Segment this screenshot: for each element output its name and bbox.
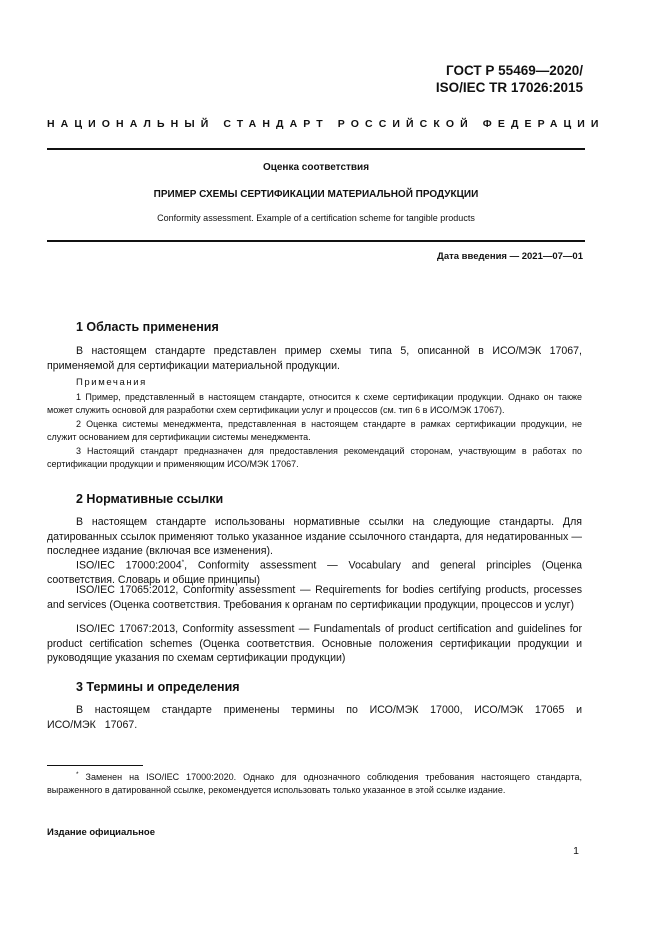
footnote: [47, 768, 582, 797]
section-1-text: В настоящем стандарте представлен пример схемы типа 5, описанной в ИСО/МЭК 17067, применяемой для сертификации материальной продукции.: [47, 345, 582, 372]
title-divider: [47, 240, 585, 242]
section-3-heading: 3 Термины и определения: [76, 680, 240, 694]
note-1: 1 Пример, представленный в настоящем стандарте, относится к схеме сертификации продукции. Однако он также может служить основой для разработки схем сертификации услуг и процессов (см. тип 6 в ИСО/МЭК 17067).: [47, 392, 582, 415]
standard-code-line-2: ISO/IEC TR 17026:2015: [435, 80, 583, 95]
introduction-date: Дата введения — 2021—07—01: [437, 251, 583, 262]
note-2: 2 Оценка системы менеджмента, представленная в настоящем стандарте в рамках сертификации продукции, не служит основанием для сертификации системы менеджмента.: [47, 419, 582, 442]
notes-label: Примечания: [76, 377, 147, 388]
subject-title: Оценка соответствия: [262, 162, 370, 173]
national-standard-title: НАЦИОНАЛЬНЫЙ СТАНДАРТ РОССИЙСКОЙ ФЕДЕРАЦИИ: [47, 118, 605, 130]
footnote-marker: *: [76, 771, 79, 778]
footnote-text: Заменен на ISO/IEC 17000:2020. Однако для однозначного соблюдения требования настоящего стандарта, выраженного в датированной ссылке, рекомендуется использовать только указанное в этой ссылке издание.: [47, 772, 582, 795]
section-2-heading: 2 Нормативные ссылки: [76, 492, 224, 506]
reference-3: ISO/IEC 17067:2013, Conformity assessment — Fundamentals of product certification and guidelines for product certification schemes (Оценка соответствия. Основные положения сертификации продукции и руководящие указания по схемам сертификации продукции): [47, 623, 582, 664]
section-3-text: В настоящем стандарте применены термины по ИСО/МЭК 17000, ИСО/МЭК 17065 и ИСО/МЭК 17067.: [47, 704, 582, 731]
section-2-text: В настоящем стандарте использованы нормативные ссылки на следующие стандарты. Для датированных ссылок применяют только указанное издание ссылочного стандарта, для недатированных — последнее издание (включая все изменения).: [47, 516, 582, 557]
footnote-divider: [47, 765, 143, 766]
official-edition-label: Издание официальное: [47, 827, 155, 838]
footnote-mark: *: [181, 559, 185, 566]
top-divider: [47, 148, 585, 150]
note-3: 3 Настоящий стандарт предназначен для предоставления рекомендаций сторонам, участвующим в работах по сертификации продукции и применяющим ИСО/МЭК 17067.: [47, 446, 582, 469]
reference-1-text: , Conformity assessment — Vocabulary and general principles (Оценка соответствия. Словарь и общие принципы): [47, 559, 583, 587]
reference-1-code: ISO/IEC 17000:2004: [76, 559, 182, 572]
main-title: ПРИМЕР СХЕМЫ СЕРТИФИКАЦИИ МАТЕРИАЛЬНОЙ ПРОДУКЦИИ: [153, 189, 479, 200]
reference-2: ISO/IEC 17065:2012, Conformity assessment — Requirements for bodies certifying products, processes and services (Оценка соответствия. Требования к органам по сертификации продукции, процессов и услуг): [47, 584, 582, 611]
section-1-heading: 1 Область применения: [76, 320, 219, 334]
english-title: Conformity assessment. Example of a certification scheme for tangible products: [157, 213, 475, 223]
page-number: 1: [573, 845, 579, 857]
standard-code-line-1: ГОСТ Р 55469—2020/: [446, 63, 583, 78]
